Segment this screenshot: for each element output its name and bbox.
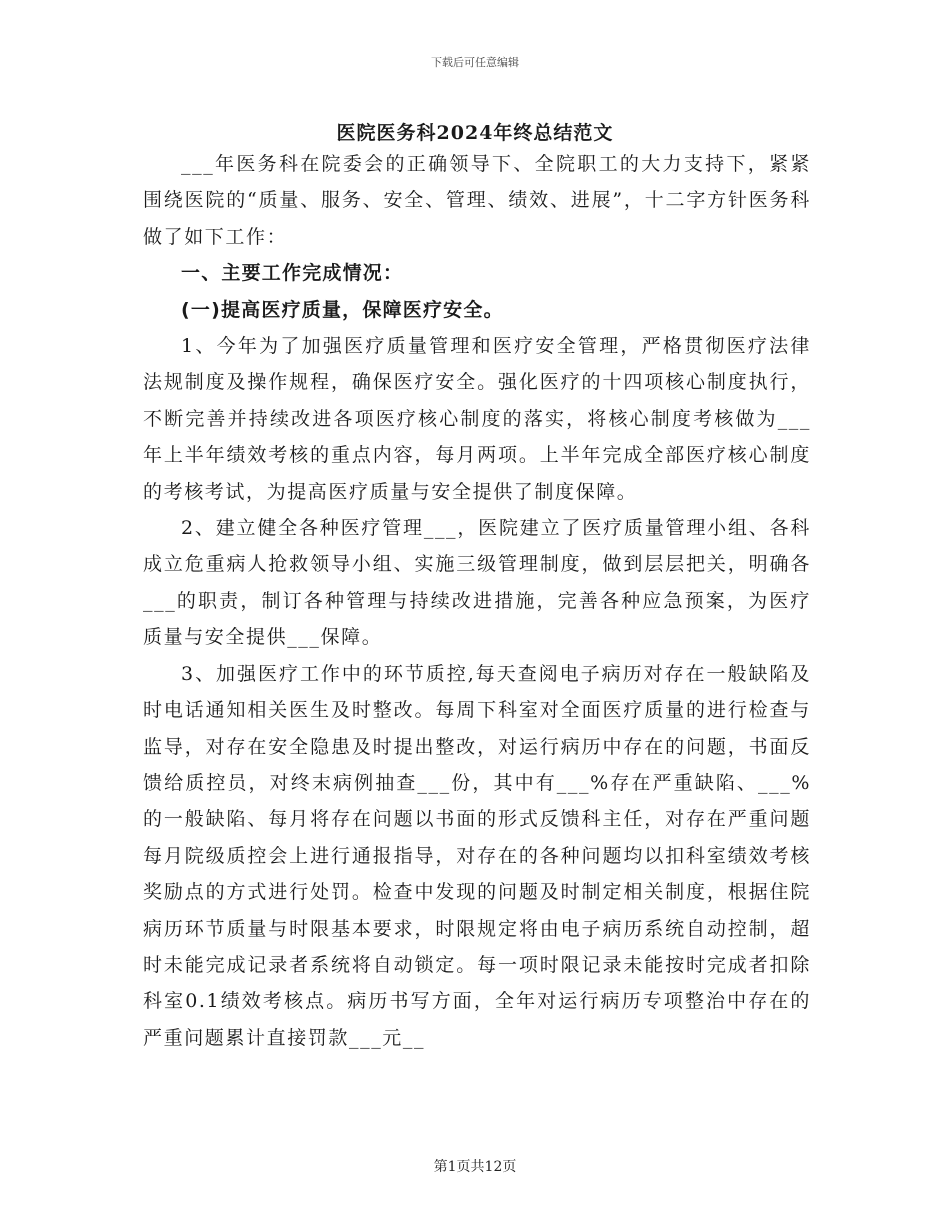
page-number-footer: 第1页共12页 — [433, 1159, 517, 1175]
intro-paragraph: ___年医务科在院委会的正确领导下、全院职工的大力支持下，紧紧围绕医院的“质量、服务、安全、管理、绩效、进展”，十二字方针医务科做了如下工作： — [143, 153, 811, 248]
section-heading: 一、主要工作完成情况： — [181, 262, 404, 285]
document-title: 医院医务科2024年终总结范文 — [336, 122, 614, 144]
paragraph-2: 2、建立健全各种医疗管理___，医院建立了医疗质量管理小组、各科成立危重病人抢救领导小组、实施三级管理制度，做到层层把关，明确各___的职责，制订各种管理与持续改进措施，完善各种应急预案，为医疗质量与安全提供___保障。 — [143, 517, 811, 649]
paragraph-3: 3、加强医疗工作中的环节质控,每天查阅电子病历对存在一般缺陷及时电话通知相关医生及时整改。每周下科室对全面医疗质量的进行检查与监导，对存在安全隐患及时提出整改，对运行病历中存在的问题，书面反馈给质控员，对终末病例抽查___份，其中有___%存在严重缺陷、___%的一般缺陷、每月将存在问题以书面的形式反馈科主任，对存在严重问题每月院级质控会上进行通报指导，对存在的各种问题均以扣科室绩效考核奖励点的方式进行处罚。检查中发现的问题及时制定相关制度，根据住院病历环节质量与时限基本要求，时限规定将由电子病历系统自动控制，超时未能完成记录者系统将自动锁定。每一项时限记录未能按时完成者扣除科室0.1绩效考核点。病历书写方面，全年对运行病历专项整治中存在的严重问题累计直接罚款___元__ — [143, 662, 811, 1049]
document-body — [143, 146, 811, 1056]
header-note: 下载后可任意编辑 — [431, 56, 519, 69]
paragraph-1: 1、今年为了加强医疗质量管理和医疗安全管理，严格贯彻医疗法律法规制度及操作规程，确保医疗安全。强化医疗的十四项核心制度执行，不断完善并持续改进各项医疗核心制度的落实，将核心制度考核做为___年上半年绩效考核的重点内容，每月两项。上半年完成全部医疗核心制度的考核考试，为提高医疗质量与安全提供了制度保障。 — [143, 335, 811, 503]
subsection-heading: (一)提高医疗质量，保障医疗安全。 — [181, 298, 504, 321]
